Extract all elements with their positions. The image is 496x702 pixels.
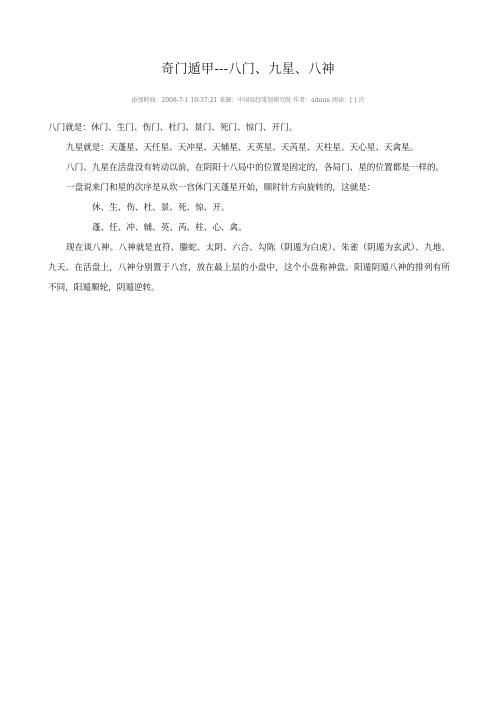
- gates-sequence: 休、生、伤、杜、景、死、惊、开。: [92, 203, 230, 213]
- paragraph-fixed-positions: 八门、九星在活盘没有转动以前，在阴阳十八局中的位置是固定的，各局门、星的位置都是一样的。: [66, 163, 445, 173]
- paragraph-eight-gates: 八门就是：休门、生门、伤门、杜门、景门、死门、惊门、开门。: [48, 123, 298, 133]
- stars-sequence: 蓬、任、冲、辅、英、芮、柱、心、禽。: [92, 223, 247, 233]
- paragraph-eight-spirits: 现在谈八神。八神就是直符、螣蛇、太阴、六合、勾陈（阴遁为白虎）、朱雀（阴遁为玄武）、九地、九天。在活盘上，八神分别置于八宫，放在最上层的小盘中，这个小盘称神盘。阳遁阴遁八神的排列有所不同，阳遁顺轮，阴遁逆转。: [48, 243, 450, 293]
- page-title: 奇门遁甲---八门、九星、八神: [161, 62, 335, 77]
- paragraph-order: 一盘说来门和星的次序是从坎一宫休门天蓬星开始，顺时针方向旋转的，这就是：: [66, 183, 376, 193]
- article-meta: 添加时间：2008-7-1 10:37:21 来源：中国易经策划研究院 作者：admin 阅读：[ ] 次: [131, 97, 365, 104]
- article-body: [48, 118, 450, 298]
- paragraph-nine-stars: 九星就是：天蓬星、天任星、天冲星、天辅星、天英星、天芮星、天柱星、天心星、天禽星。: [66, 143, 419, 153]
